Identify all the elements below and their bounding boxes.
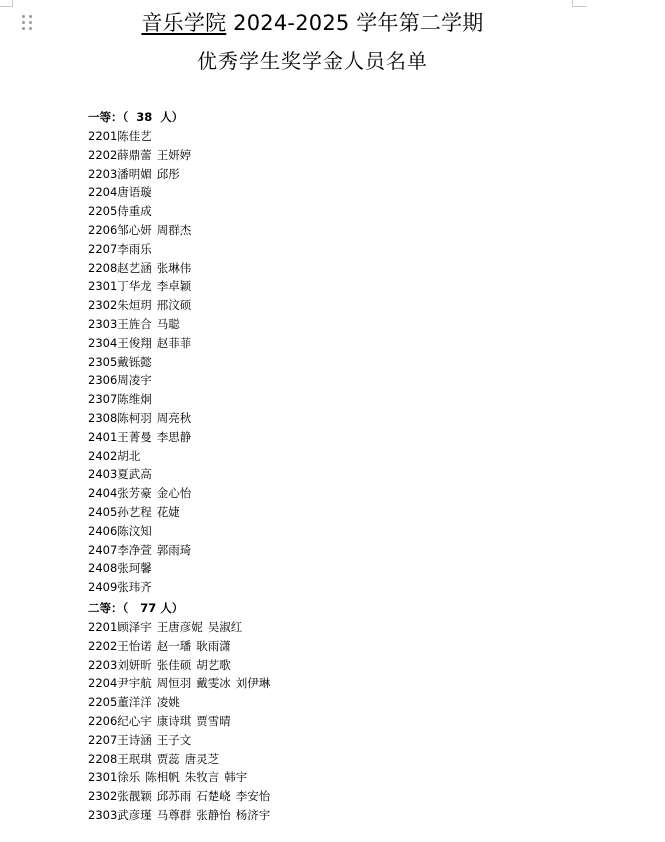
list-item xyxy=(88,202,196,221)
list-item xyxy=(88,296,196,315)
student-name: 武彦瑾 xyxy=(117,807,152,822)
student-name: 张珂馨 xyxy=(117,561,152,576)
class-number: 2403 xyxy=(88,467,118,482)
class-number: 2201 xyxy=(88,620,118,634)
student-name: 戴铄懿 xyxy=(117,354,152,369)
class-number: 2308 xyxy=(88,410,118,425)
list-item xyxy=(88,578,196,597)
list-item xyxy=(88,637,275,656)
student-name: 陈维炯 xyxy=(117,392,152,407)
list-item xyxy=(88,447,196,466)
student-names xyxy=(117,658,236,672)
first-class-section xyxy=(88,108,196,597)
class-number: 2303 xyxy=(88,316,118,331)
list-item xyxy=(88,465,196,484)
student-name: 赵艺涵 xyxy=(117,260,152,275)
student-name: 马聪 xyxy=(156,316,180,331)
student-name: 侍重成 xyxy=(117,204,152,219)
student-names xyxy=(117,167,185,181)
class-number: 2206 xyxy=(88,222,118,237)
title-department: 音乐学院 xyxy=(141,11,227,35)
section-heading: 一等：（ 38 人） xyxy=(88,110,184,124)
student-name: 尹宇航 xyxy=(117,676,152,691)
class-number: 2408 xyxy=(88,561,118,576)
student-name: 朱烜玥 xyxy=(117,298,152,313)
student-name: 石楚峣 xyxy=(196,789,231,804)
student-names xyxy=(117,620,247,634)
student-name: 赵一璠 xyxy=(156,638,192,653)
student-names xyxy=(117,580,157,594)
title-term: 2024-2025 学年第二学期 xyxy=(226,11,484,35)
student-names xyxy=(117,752,224,766)
list-item xyxy=(88,806,275,825)
student-name: 潘明媚 xyxy=(117,166,152,181)
student-name: 邱苏雨 xyxy=(156,789,192,804)
student-name: 邢汶硕 xyxy=(156,298,192,313)
student-names xyxy=(117,524,157,538)
class-number: 2307 xyxy=(88,392,118,407)
class-number: 2302 xyxy=(88,298,118,313)
student-names xyxy=(117,148,196,162)
student-name: 赵菲菲 xyxy=(156,335,192,350)
student-name: 王旌合 xyxy=(117,316,152,331)
student-name: 朱牧言 xyxy=(184,770,220,785)
student-name: 张玮齐 xyxy=(117,580,152,595)
student-name: 戴雯冰 xyxy=(196,676,231,691)
second-class-section xyxy=(88,599,275,825)
student-name: 王珉琪 xyxy=(117,751,152,766)
student-names xyxy=(117,695,185,709)
student-name: 李卓颖 xyxy=(156,279,192,294)
list-item xyxy=(88,183,196,202)
class-number: 2208 xyxy=(88,751,118,766)
student-names xyxy=(117,411,196,425)
list-item xyxy=(88,390,196,409)
student-name: 王怡诺 xyxy=(117,638,152,653)
student-name: 董洋洋 xyxy=(117,695,152,710)
student-names xyxy=(117,561,157,575)
student-name: 李安怡 xyxy=(235,789,271,804)
class-number: 2208 xyxy=(88,260,118,275)
student-names xyxy=(117,185,157,199)
class-number: 2206 xyxy=(88,713,118,728)
list-item xyxy=(88,221,196,240)
student-names xyxy=(117,770,252,784)
list-item xyxy=(88,712,275,731)
class-number: 2301 xyxy=(88,770,118,785)
student-names xyxy=(117,486,196,500)
student-name: 唐灵芝 xyxy=(184,751,220,766)
student-names xyxy=(117,639,236,653)
student-name: 陈柯羽 xyxy=(117,410,152,425)
student-names xyxy=(117,543,196,557)
student-names xyxy=(117,317,185,331)
student-name: 耿雨潇 xyxy=(196,638,231,653)
class-number: 2301 xyxy=(88,279,118,294)
student-name: 纪心宇 xyxy=(117,713,152,728)
class-number: 2302 xyxy=(88,789,118,804)
student-name: 王妍婷 xyxy=(156,147,192,162)
document-title xyxy=(0,9,625,37)
student-names xyxy=(117,392,157,406)
student-name: 薛鼎蕾 xyxy=(117,147,152,162)
student-names xyxy=(117,223,196,237)
list-item xyxy=(88,618,275,637)
student-name: 丁华龙 xyxy=(117,279,152,294)
student-name: 张芳豪 xyxy=(117,486,152,501)
student-names xyxy=(117,298,196,312)
list-item xyxy=(88,127,196,146)
student-name: 徐乐 xyxy=(117,770,141,785)
student-name: 周恒羽 xyxy=(156,676,192,691)
class-number: 2203 xyxy=(88,166,118,181)
student-name: 贾蕊 xyxy=(156,751,180,766)
class-number: 2204 xyxy=(88,676,118,691)
class-number: 2409 xyxy=(88,580,118,595)
student-name: 杨济宇 xyxy=(235,807,271,822)
student-name: 王诗涵 xyxy=(117,732,152,747)
student-name: 刘妍昕 xyxy=(117,657,152,672)
student-name: 周凌宇 xyxy=(117,373,152,388)
list-item xyxy=(88,353,196,372)
list-item xyxy=(88,656,275,675)
student-name: 夏武高 xyxy=(117,467,152,482)
student-names xyxy=(117,676,275,690)
list-item xyxy=(88,768,275,787)
student-name: 刘伊琳 xyxy=(235,676,271,691)
student-name: 康诗琪 xyxy=(156,713,192,728)
student-names xyxy=(117,449,145,463)
student-name: 张靓颖 xyxy=(117,789,152,804)
student-names xyxy=(117,789,275,803)
student-name: 张静怡 xyxy=(196,807,231,822)
class-number: 2202 xyxy=(88,147,118,162)
list-item xyxy=(88,674,275,693)
student-names xyxy=(117,279,196,293)
class-number: 2305 xyxy=(88,354,118,369)
class-number: 2201 xyxy=(88,129,118,143)
student-names xyxy=(117,714,236,728)
student-name: 周群杰 xyxy=(156,222,192,237)
student-name: 张琳伟 xyxy=(156,260,192,275)
student-name: 陈相帆 xyxy=(145,770,180,785)
student-name: 张佳硕 xyxy=(156,657,192,672)
list-item xyxy=(88,259,196,278)
student-names xyxy=(117,808,275,822)
class-number: 2306 xyxy=(88,373,118,388)
crop-mark-top-left xyxy=(0,0,13,7)
class-number: 2204 xyxy=(88,185,118,200)
student-names xyxy=(117,261,196,275)
list-item xyxy=(88,522,196,541)
student-name: 邱彤 xyxy=(156,166,180,181)
list-item xyxy=(88,559,196,578)
student-name: 陈佳艺 xyxy=(117,129,152,143)
student-name: 王菁曼 xyxy=(117,429,152,444)
list-item xyxy=(88,315,196,334)
list-item xyxy=(88,484,196,503)
list-item xyxy=(88,541,196,560)
section-heading: 二等：（ 77 人） xyxy=(88,601,184,615)
student-name: 李净萱 xyxy=(117,542,152,557)
student-name: 周亮秋 xyxy=(156,410,192,425)
class-number: 2404 xyxy=(88,486,118,501)
class-number: 2207 xyxy=(88,732,118,747)
student-name: 王俊翔 xyxy=(117,335,152,350)
list-item xyxy=(88,787,275,806)
class-number: 2304 xyxy=(88,335,118,350)
class-number: 2406 xyxy=(88,523,118,538)
student-name: 王唐彦妮 xyxy=(156,620,203,634)
list-item xyxy=(88,750,275,769)
student-name: 邹心妍 xyxy=(117,222,152,237)
student-names xyxy=(117,505,185,519)
crop-mark-top-right xyxy=(572,0,587,7)
list-item xyxy=(88,146,196,165)
student-name: 韩宇 xyxy=(224,770,248,785)
list-item xyxy=(88,240,196,259)
class-number: 2203 xyxy=(88,657,118,672)
student-name: 胡北 xyxy=(117,448,141,463)
student-name: 顾泽宇 xyxy=(117,620,152,634)
list xyxy=(88,127,196,597)
student-names xyxy=(117,336,196,350)
class-number: 2202 xyxy=(88,638,118,653)
class-number: 2402 xyxy=(88,448,118,463)
student-names xyxy=(117,355,157,369)
class-number: 2405 xyxy=(88,504,118,519)
list-item xyxy=(88,503,196,522)
student-name: 贾雪晴 xyxy=(196,713,231,728)
list xyxy=(88,618,275,825)
student-name: 郭雨琦 xyxy=(156,542,192,557)
list-item xyxy=(88,409,196,428)
student-name: 李雨乐 xyxy=(117,241,152,256)
class-number: 2205 xyxy=(88,695,118,710)
class-number: 2207 xyxy=(88,241,118,256)
list-item xyxy=(88,165,196,184)
list-item xyxy=(88,693,275,712)
class-number: 2303 xyxy=(88,807,118,822)
student-names xyxy=(117,733,196,747)
student-name: 凌姚 xyxy=(156,695,180,710)
student-name: 唐语璇 xyxy=(117,185,152,200)
student-name: 金心怡 xyxy=(156,486,192,501)
student-names xyxy=(117,242,157,256)
student-name: 胡艺歌 xyxy=(196,657,231,672)
student-names xyxy=(117,373,157,387)
student-name: 花婕 xyxy=(156,504,180,519)
list-item xyxy=(88,731,275,750)
class-number: 2401 xyxy=(88,429,118,444)
student-name: 王子文 xyxy=(156,732,192,747)
student-name: 马尊群 xyxy=(156,807,192,822)
student-names xyxy=(117,204,157,218)
list-item xyxy=(88,277,196,296)
list-item xyxy=(88,428,196,447)
document-subtitle: 优秀学生奖学金人员名单 xyxy=(197,49,428,73)
student-name: 孙艺程 xyxy=(117,504,152,519)
student-names xyxy=(117,129,157,143)
student-name: 吴淑红 xyxy=(207,620,243,634)
student-name: 陈汶知 xyxy=(117,523,152,538)
student-names xyxy=(117,430,196,444)
list-item xyxy=(88,334,196,353)
class-number: 2205 xyxy=(88,204,118,219)
list-item xyxy=(88,371,196,390)
student-names xyxy=(117,467,157,481)
student-name: 李思静 xyxy=(156,429,192,444)
class-number: 2407 xyxy=(88,542,118,557)
